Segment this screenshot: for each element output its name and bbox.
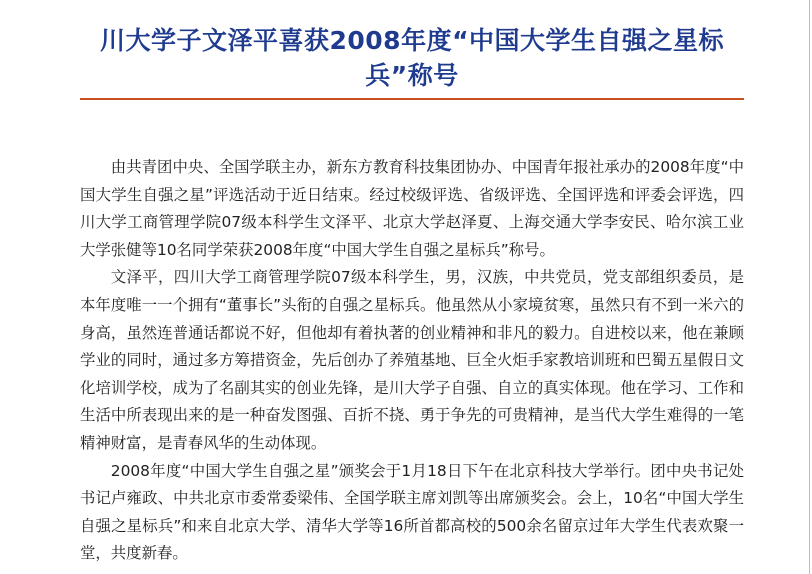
page-border — [809, 0, 810, 574]
article-body — [80, 154, 744, 568]
paragraph-3: 2008年度“中国大学生自强之星”颁奖会于1月18日下午在北京科技大学举行。团中央书记处书记卢雍政、中共北京市委常委梁伟、全国学联主席刘凯等出席颁奖会。会上，10名“中国大学生自强之星标兵”和来自北京大学、清华大学等16所首都高校的500余名留京过年大学生代表欢聚一堂，共度新春。 — [80, 461, 744, 563]
article-title: 川大学子文泽平喜获2008年度“中国大学生自强之星标兵”称号 — [99, 26, 724, 90]
article — [80, 0, 744, 568]
paragraph-2: 文泽平，四川大学工商管理学院07级本科学生，男，汉族，中共党员，党支部组织委员，是本年度唯一一个拥有“董事长”头衔的自强之星标兵。他虽然从小家境贫寒，虽然只有不到一米六的身高，虽然连普通话都说不好，但他却有着执著的创业精神和非凡的毅力。自进校以来，他在兼顾学业的同时，通过多方筹措资金，先后创办了养殖基地、巨全火炬手家教培训班和巴蜀五星假日文化培训学校，成为了名副其实的创业先锋，是川大学子自强、自立的真实体现。他在学习、工作和生活中所表现出来的是一种奋发图强、百折不挠、勇于争先的可贵精神，是当代大学生难得的一笔精神财富，是青春风华的生动体现。 — [80, 268, 744, 452]
title-divider — [80, 98, 744, 100]
paragraph-1: 由共青团中央、全国学联主办，新东方教育科技集团协办、中国青年报社承办的2008年度“中国大学生自强之星”评选活动于近日结束。经过校级评选、省级评选、全国评选和评委会评选，四川大学工商管理学院07级本科学生文泽平、北京大学赵泽夏、上海交通大学李安民、哈尔滨工业大学张健等10名同学荣获2008年度“中国大学生自强之星标兵”称号。 — [80, 158, 744, 259]
